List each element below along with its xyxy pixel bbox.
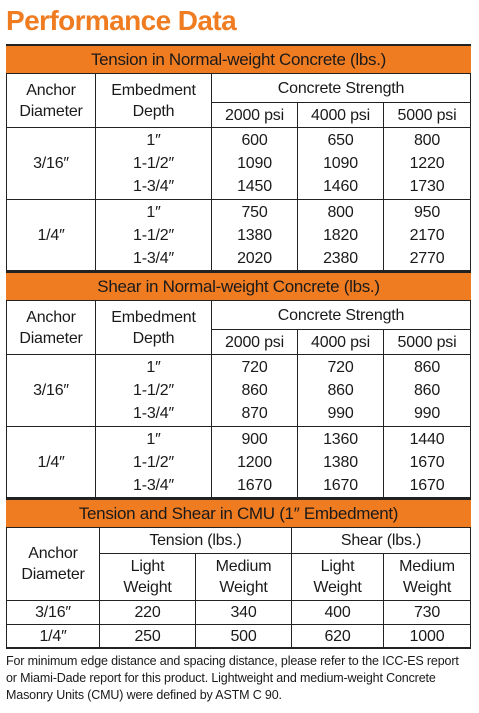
value-cell: 750: [241, 204, 268, 221]
value-cell: 650: [327, 132, 354, 149]
value-cell: 1730: [409, 178, 445, 195]
value-cell: 730: [413, 604, 441, 621]
light-weight-header: Light Weight: [123, 558, 172, 596]
cmu-tension-header: Tension (lbs.): [149, 532, 242, 549]
value-cell: 800: [327, 204, 354, 221]
depth-cell: 1″: [146, 431, 161, 448]
depth-cell: 1-1/2″: [133, 454, 174, 471]
value-cell: 2170: [409, 227, 445, 244]
depth-cell: 1-3/4″: [133, 250, 174, 267]
value-cell: 900: [241, 431, 268, 448]
value-cell: 1360: [323, 431, 358, 448]
value-cell: 1820: [323, 227, 358, 244]
cmu-shear-header: Shear (lbs.): [340, 532, 422, 549]
medium-weight-header: Medium Weight: [399, 558, 455, 596]
tension-table: [6, 74, 471, 271]
embedment-depth-header: Embedment Depth: [111, 81, 196, 120]
value-cell: 600: [241, 132, 268, 149]
depth-cell: 1-1/2″: [133, 227, 174, 244]
value-cell: 950: [413, 204, 441, 221]
depth-cell: 1″: [146, 359, 161, 376]
cmu-table-title: Tension and Shear in CMU (1″ Embedment): [6, 498, 471, 528]
value-cell: 2770: [409, 250, 445, 267]
diameter-cell: 3/16″: [33, 382, 69, 399]
value-cell: 1200: [237, 454, 272, 471]
shear-table-title: Shear in Normal-weight Concrete (lbs.): [6, 271, 471, 301]
embedment-depth-header: Embedment Depth: [111, 308, 196, 347]
value-cell: 1440: [409, 431, 445, 448]
value-cell: 250: [134, 628, 161, 645]
value-cell: 1450: [237, 178, 272, 195]
value-cell: 800: [413, 132, 441, 149]
value-cell: 870: [241, 405, 268, 422]
depth-cell: 1-1/2″: [133, 155, 174, 172]
diameter-cell: 1/4″: [39, 628, 67, 645]
value-cell: 1220: [409, 155, 445, 172]
value-cell: 1380: [323, 454, 358, 471]
anchor-diameter-header: Anchor Diameter: [21, 545, 85, 583]
value-cell: 1670: [323, 477, 358, 494]
diameter-cell: 1/4″: [37, 454, 65, 471]
concrete-strength-header: Concrete Strength: [277, 79, 405, 97]
cmu-table: [6, 528, 471, 649]
value-cell: 860: [413, 382, 441, 399]
value-cell: 500: [230, 628, 257, 645]
anchor-diameter-header: Anchor Diameter: [19, 81, 83, 120]
psi-5000-header: 5000 psi: [397, 333, 457, 351]
light-weight-header: Light Weight: [313, 558, 362, 596]
value-cell: 400: [324, 604, 351, 621]
value-cell: 720: [327, 359, 354, 376]
value-cell: 1460: [323, 178, 358, 195]
psi-4000-header: 4000 psi: [311, 106, 370, 124]
diameter-cell: 3/16″: [35, 604, 71, 621]
diameter-cell: 3/16″: [33, 155, 69, 172]
psi-4000-header: 4000 psi: [311, 333, 370, 351]
depth-cell: 1″: [146, 132, 161, 149]
value-cell: 860: [241, 382, 268, 399]
depth-cell: 1-3/4″: [133, 405, 174, 422]
psi-2000-header: 2000 psi: [225, 333, 284, 351]
tension-table-title: Tension in Normal-weight Concrete (lbs.): [6, 44, 471, 74]
psi-2000-header: 2000 psi: [225, 106, 284, 124]
page-title: Performance Data: [6, 5, 237, 36]
psi-5000-header: 5000 psi: [397, 106, 457, 124]
value-cell: 620: [324, 628, 351, 645]
value-cell: 2380: [323, 250, 358, 267]
depth-cell: 1-3/4″: [133, 477, 174, 494]
value-cell: 1670: [237, 477, 272, 494]
value-cell: 2020: [237, 250, 272, 267]
value-cell: 220: [134, 604, 161, 621]
value-cell: 990: [327, 405, 354, 422]
anchor-diameter-header: Anchor Diameter: [19, 308, 83, 347]
value-cell: 1090: [323, 155, 358, 172]
value-cell: 1090: [237, 155, 272, 172]
value-cell: 860: [413, 359, 441, 376]
value-cell: 860: [327, 382, 354, 399]
value-cell: 1380: [237, 227, 272, 244]
medium-weight-header: Medium Weight: [215, 558, 272, 596]
value-cell: 1000: [409, 628, 445, 645]
diameter-cell: 1/4″: [37, 227, 65, 244]
concrete-strength-header: Concrete Strength: [277, 306, 405, 324]
depth-cell: 1-1/2″: [133, 382, 174, 399]
value-cell: 990: [413, 405, 441, 422]
depth-cell: 1″: [146, 204, 161, 221]
value-cell: 1670: [409, 454, 445, 471]
footnote: For minimum edge distance and spacing distance, please refer to the ICC-ES report or Miami-Dade report for this product. Lightweight and medium-weight Concrete Masonry Units (CMU) were defined by ASTM C 90.: [6, 654, 459, 702]
value-cell: 1670: [409, 477, 445, 494]
depth-cell: 1-3/4″: [133, 178, 174, 195]
value-cell: 720: [241, 359, 268, 376]
shear-table: [6, 301, 471, 498]
value-cell: 340: [230, 604, 257, 621]
